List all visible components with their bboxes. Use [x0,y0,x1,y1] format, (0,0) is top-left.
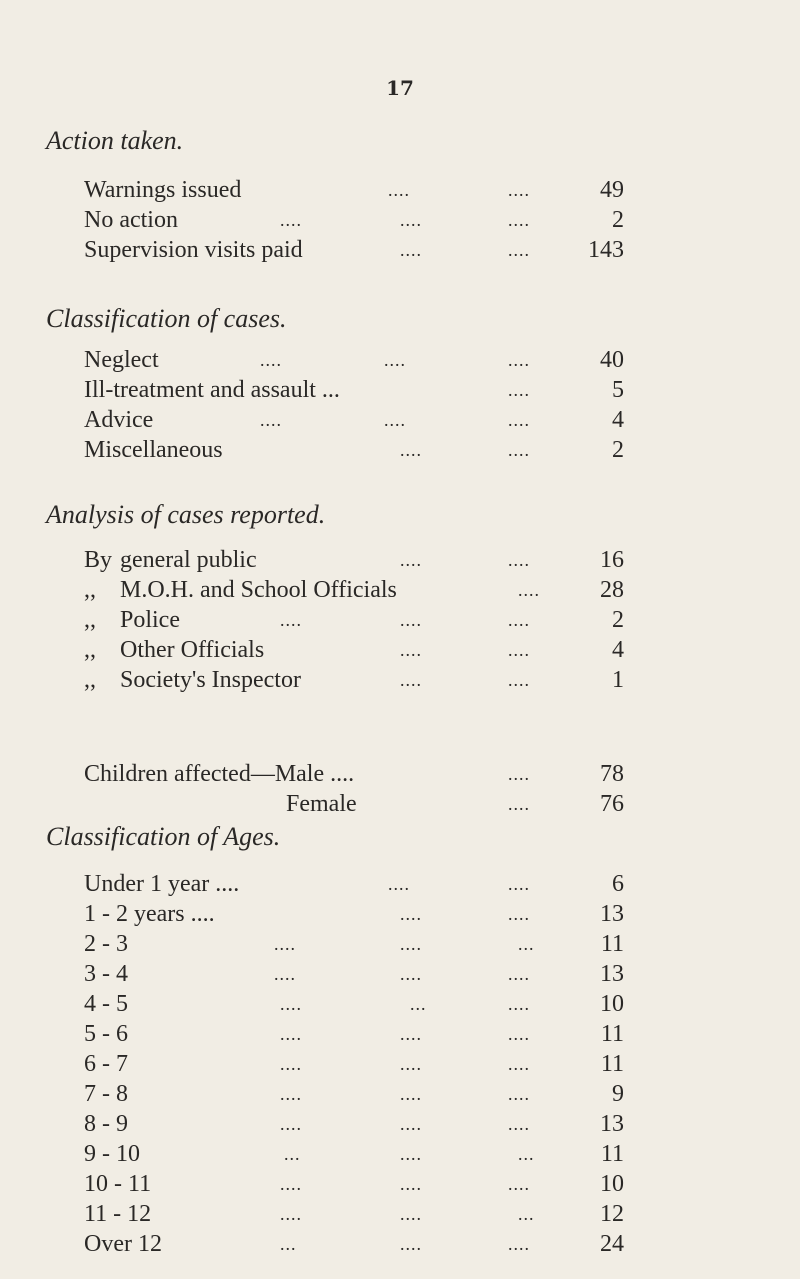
item-label: Police [120,607,180,633]
item-value: 2 [612,207,624,233]
leader-dots: .... [508,640,530,660]
list-item [84,1050,664,1078]
item-value: 13 [600,961,624,987]
item-label: Under 1 year .... [84,871,240,897]
leader-dots: .... [400,1204,422,1224]
leader-dots: .... [400,610,422,630]
item-label: Over 12 [84,1231,162,1257]
leader-dots: .... [400,1174,422,1194]
item-label: 4 - 5 [84,991,128,1017]
list-item [84,1080,664,1108]
item-value: 2 [612,607,624,633]
item-label: 1 - 2 years .... [84,901,215,927]
leader-dots: .... [400,934,422,954]
item-prefix: ,, [84,667,96,693]
leader-dots: .... [508,380,530,400]
list-item [84,176,664,204]
leader-dots: .... [280,1204,302,1224]
leader-dots: .... [508,240,530,260]
item-prefix: By [84,547,113,573]
leader-dots: ... [518,1144,535,1164]
leader-dots: .... [400,1144,422,1164]
item-label: No action [84,207,178,233]
leader-dots: .... [508,964,530,984]
leader-dots: .... [400,964,422,984]
children-male-value: 78 [600,761,624,787]
leader-dots: .... [388,874,410,894]
leader-dots: .... [508,410,530,430]
leader-dots: .... [400,1084,422,1104]
item-value: 16 [600,547,624,573]
item-label: 7 - 8 [84,1081,128,1107]
list-item [84,1140,664,1168]
item-value: 24 [600,1231,624,1257]
leader-dots: .... [260,410,282,430]
leader-dots: .... [508,874,530,894]
leader-dots: .... [508,1174,530,1194]
item-label: 11 - 12 [84,1201,152,1227]
item-value: 12 [600,1201,624,1227]
leader-dots: .... [274,964,296,984]
list-item [84,870,664,898]
list-item [84,546,664,574]
item-value: 49 [600,177,624,203]
item-value: 5 [612,377,624,403]
item-label: Warnings issued [84,177,242,203]
leader-dots: .... [508,1084,530,1104]
item-value: 11 [600,1141,624,1167]
leader-dots: .... [280,1114,302,1134]
item-label: Society's Inspector [120,667,301,693]
item-value: 6 [612,871,624,897]
leader-dots: .... [508,670,530,690]
children-female-label: Female [286,791,357,817]
item-value: 11 [600,1051,624,1077]
item-label: 8 - 9 [84,1111,128,1137]
leader-dots: .... [400,1024,422,1044]
item-label: M.O.H. and School Officials [120,577,397,603]
item-label: 6 - 7 [84,1051,128,1077]
leader-dots: .... [280,994,302,1014]
list-item [84,376,664,404]
leader-dots: .... [280,610,302,630]
item-value: 40 [600,347,624,373]
item-value: 28 [600,577,624,603]
leader-dots: .... [508,210,530,230]
item-value: 11 [600,931,624,957]
children-male-label: Children affected—Male .... [84,761,355,787]
item-value: 10 [600,991,624,1017]
item-label: 10 - 11 [84,1171,152,1197]
leader-dots: .... [508,764,530,784]
children-male-row [84,760,664,788]
list-item [84,436,664,464]
leader-dots: .... [400,904,422,924]
page-number: 17 [386,76,414,100]
leader-dots: .... [508,550,530,570]
section-heading-classification: Classification of cases. [46,304,287,333]
leader-dots: .... [508,440,530,460]
leader-dots: .... [400,440,422,460]
list-item [84,1020,664,1048]
children-female-value: 76 [600,791,624,817]
list-item [84,990,664,1018]
leader-dots: .... [400,1114,422,1134]
item-value: 13 [600,901,624,927]
section-heading-ages: Classification of Ages. [46,822,281,851]
list-item [84,1170,664,1198]
item-value: 2 [612,437,624,463]
item-value: 4 [612,407,624,433]
leader-dots: .... [508,350,530,370]
list-item [84,576,664,604]
leader-dots: .... [280,1054,302,1074]
list-item [84,960,664,988]
item-value: 13 [600,1111,624,1137]
leader-dots: .... [400,670,422,690]
section-heading-analysis: Analysis of cases reported. [46,500,326,529]
leader-dots: .... [508,1054,530,1074]
leader-dots: .... [508,180,530,200]
list-item [84,406,664,434]
item-label: 2 - 3 [84,931,128,957]
item-label: general public [120,547,257,573]
children-female-row [84,790,664,818]
leader-dots: .... [400,210,422,230]
item-label: 5 - 6 [84,1021,128,1047]
list-item [84,206,664,234]
item-label: Advice [84,407,154,433]
leader-dots: ... [280,1234,297,1254]
item-label: Neglect [84,347,159,373]
leader-dots: .... [260,350,282,370]
leader-dots: .... [518,580,540,600]
leader-dots: .... [508,994,530,1014]
section-heading-action: Action taken. [46,126,184,155]
leader-dots: .... [400,1054,422,1074]
list-item [84,1230,664,1258]
leader-dots: .... [280,1084,302,1104]
leader-dots: .... [400,550,422,570]
leader-dots: .... [384,350,406,370]
leader-dots: .... [508,1024,530,1044]
list-item [84,636,664,664]
list-item [84,666,664,694]
leader-dots: ... [284,1144,301,1164]
list-item [84,236,664,264]
item-label: Supervision visits paid [84,237,303,263]
item-label: Other Officials [120,637,265,663]
leader-dots: .... [280,210,302,230]
list-item [84,1200,664,1228]
leader-dots: .... [280,1024,302,1044]
leader-dots: ... [518,1204,535,1224]
list-item [84,930,664,958]
item-label: 3 - 4 [84,961,128,987]
leader-dots: .... [508,794,530,814]
leader-dots: .... [508,904,530,924]
list-item [84,606,664,634]
leader-dots: .... [384,410,406,430]
leader-dots: .... [400,640,422,660]
item-value: 4 [612,637,624,663]
leader-dots: .... [400,1234,422,1254]
item-value: 1 [612,667,624,693]
leader-dots: .... [388,180,410,200]
item-label: 9 - 10 [84,1141,140,1167]
leader-dots: .... [274,934,296,954]
item-value: 143 [588,237,624,263]
list-item [84,346,664,374]
leader-dots: ... [410,994,427,1014]
list-item [84,1110,664,1138]
item-label: Ill-treatment and assault ... [84,377,340,403]
item-prefix: ,, [84,637,96,663]
item-value: 9 [612,1081,624,1107]
leader-dots: ... [518,934,535,954]
item-label: Miscellaneous [84,437,223,463]
item-prefix: ,, [84,607,96,633]
item-value: 11 [600,1021,624,1047]
leader-dots: .... [280,1174,302,1194]
item-value: 10 [600,1171,624,1197]
leader-dots: .... [508,610,530,630]
leader-dots: .... [508,1114,530,1134]
list-item [84,900,664,928]
item-prefix: ,, [84,577,96,603]
leader-dots: .... [400,240,422,260]
leader-dots: .... [508,1234,530,1254]
